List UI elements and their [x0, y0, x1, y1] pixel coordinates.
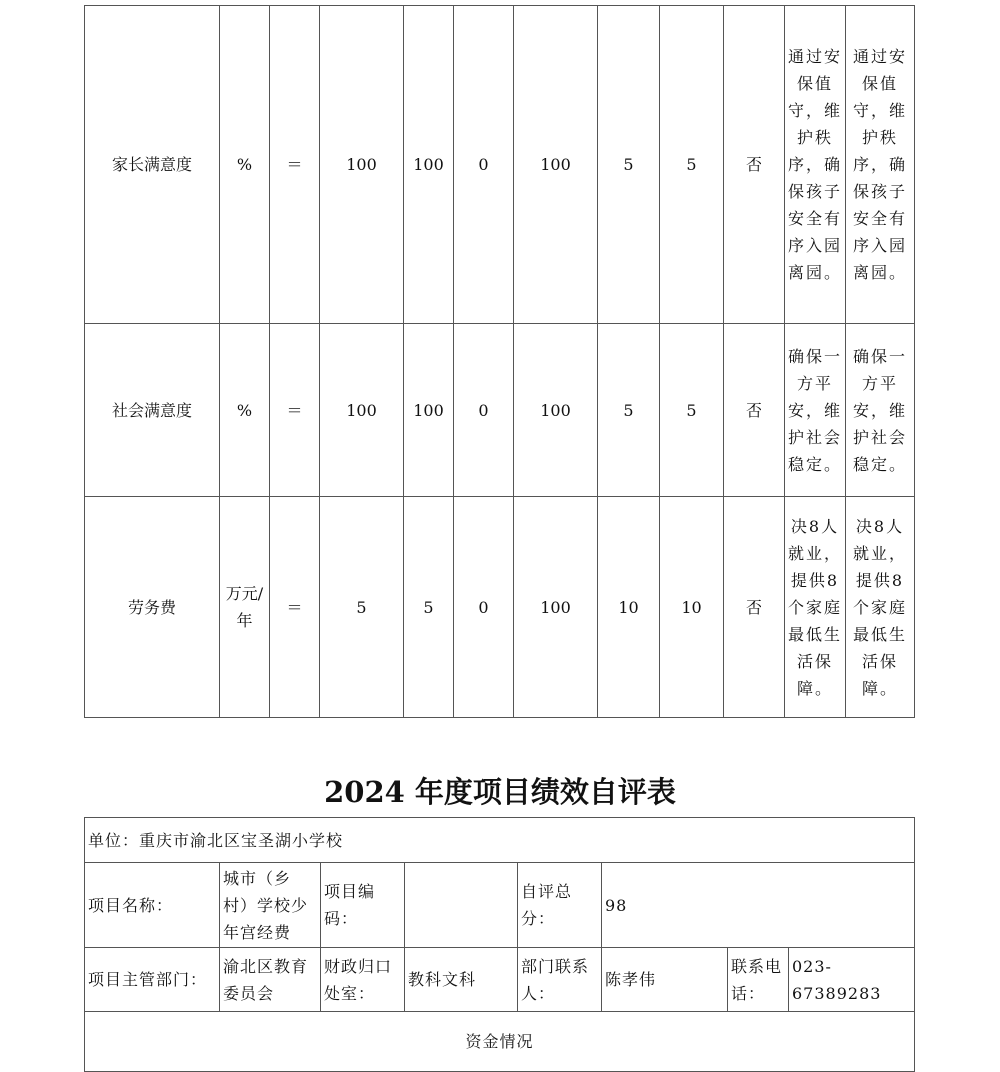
table-row	[85, 948, 915, 1012]
finance-label: 财政归口处室：	[321, 948, 405, 1012]
contact-value: 陈孝伟	[602, 948, 728, 1012]
indicator-unit: %	[220, 324, 270, 497]
table-row	[85, 1012, 915, 1072]
indicator-target: 100	[320, 324, 404, 497]
dept-value: 渝北区教育委员会	[220, 948, 321, 1012]
indicator-score: 5	[660, 324, 724, 497]
unit-label: 单位：重庆市渝北区宝圣湖小学校	[85, 818, 915, 863]
contact-label: 部门联系人：	[518, 948, 602, 1012]
table-row	[85, 863, 915, 948]
indicator-weight: 5	[598, 6, 660, 324]
indicator-target: 5	[320, 497, 404, 718]
indicator-deviation: 0	[454, 497, 514, 718]
indicator-completion-rate: 100	[514, 324, 598, 497]
form-title: 2024 年度项目绩效自评表	[324, 775, 676, 809]
phone-value: 023-67389283	[789, 948, 915, 1012]
indicator-operator: ＝	[270, 6, 320, 324]
indicator-flag: 否	[724, 6, 785, 324]
table-row	[85, 818, 915, 863]
indicator-table	[84, 5, 915, 718]
project-info-table	[84, 817, 915, 1072]
self-score-value: 98	[602, 863, 915, 948]
indicator-unit: %	[220, 6, 270, 324]
indicator-weight: 5	[598, 324, 660, 497]
indicator-name: 社会满意度	[85, 324, 220, 497]
indicator-reason: 决8人就业，提供8个家庭最低生活保障。	[846, 497, 915, 718]
indicator-reason: 通过安保值守，维护秩序，确保孩子安全有序入园离园。	[785, 6, 846, 324]
project-name-value: 城市（乡村）学校少年宫经费	[220, 863, 321, 948]
indicator-weight: 10	[598, 497, 660, 718]
funds-header: 资金情况	[85, 1012, 915, 1072]
indicator-name: 家长满意度	[85, 6, 220, 324]
indicator-actual: 5	[404, 497, 454, 718]
indicator-flag: 否	[724, 324, 785, 497]
indicator-name: 劳务费	[85, 497, 220, 718]
finance-value: 教科文科	[405, 948, 518, 1012]
indicator-score: 10	[660, 497, 724, 718]
indicator-completion-rate: 100	[514, 6, 598, 324]
indicator-actual: 100	[404, 6, 454, 324]
indicator-unit: 万元/年	[220, 497, 270, 718]
table-row	[85, 6, 915, 324]
indicator-operator: ＝	[270, 497, 320, 718]
project-code-value	[405, 863, 518, 948]
indicator-reason: 确保一方平安，维护社会稳定。	[846, 324, 915, 497]
project-code-label: 项目编码：	[321, 863, 405, 948]
indicator-flag: 否	[724, 497, 785, 718]
table-row	[85, 497, 915, 718]
indicator-reason: 确保一方平安，维护社会稳定。	[785, 324, 846, 497]
project-name-label: 项目名称：	[85, 863, 220, 948]
indicator-target: 100	[320, 6, 404, 324]
indicator-actual: 100	[404, 324, 454, 497]
indicator-reason: 通过安保值守，维护秩序，确保孩子安全有序入园离园。	[846, 6, 915, 324]
indicator-reason: 决8人就业，提供8个家庭最低生活保障。	[785, 497, 846, 718]
self-score-label: 自评总分：	[518, 863, 602, 948]
indicator-deviation: 0	[454, 6, 514, 324]
indicator-operator: ＝	[270, 324, 320, 497]
indicator-deviation: 0	[454, 324, 514, 497]
indicator-completion-rate: 100	[514, 497, 598, 718]
phone-label: 联系电话：	[728, 948, 789, 1012]
table-row	[85, 324, 915, 497]
dept-label: 项目主管部门：	[85, 948, 220, 1012]
indicator-score: 5	[660, 6, 724, 324]
